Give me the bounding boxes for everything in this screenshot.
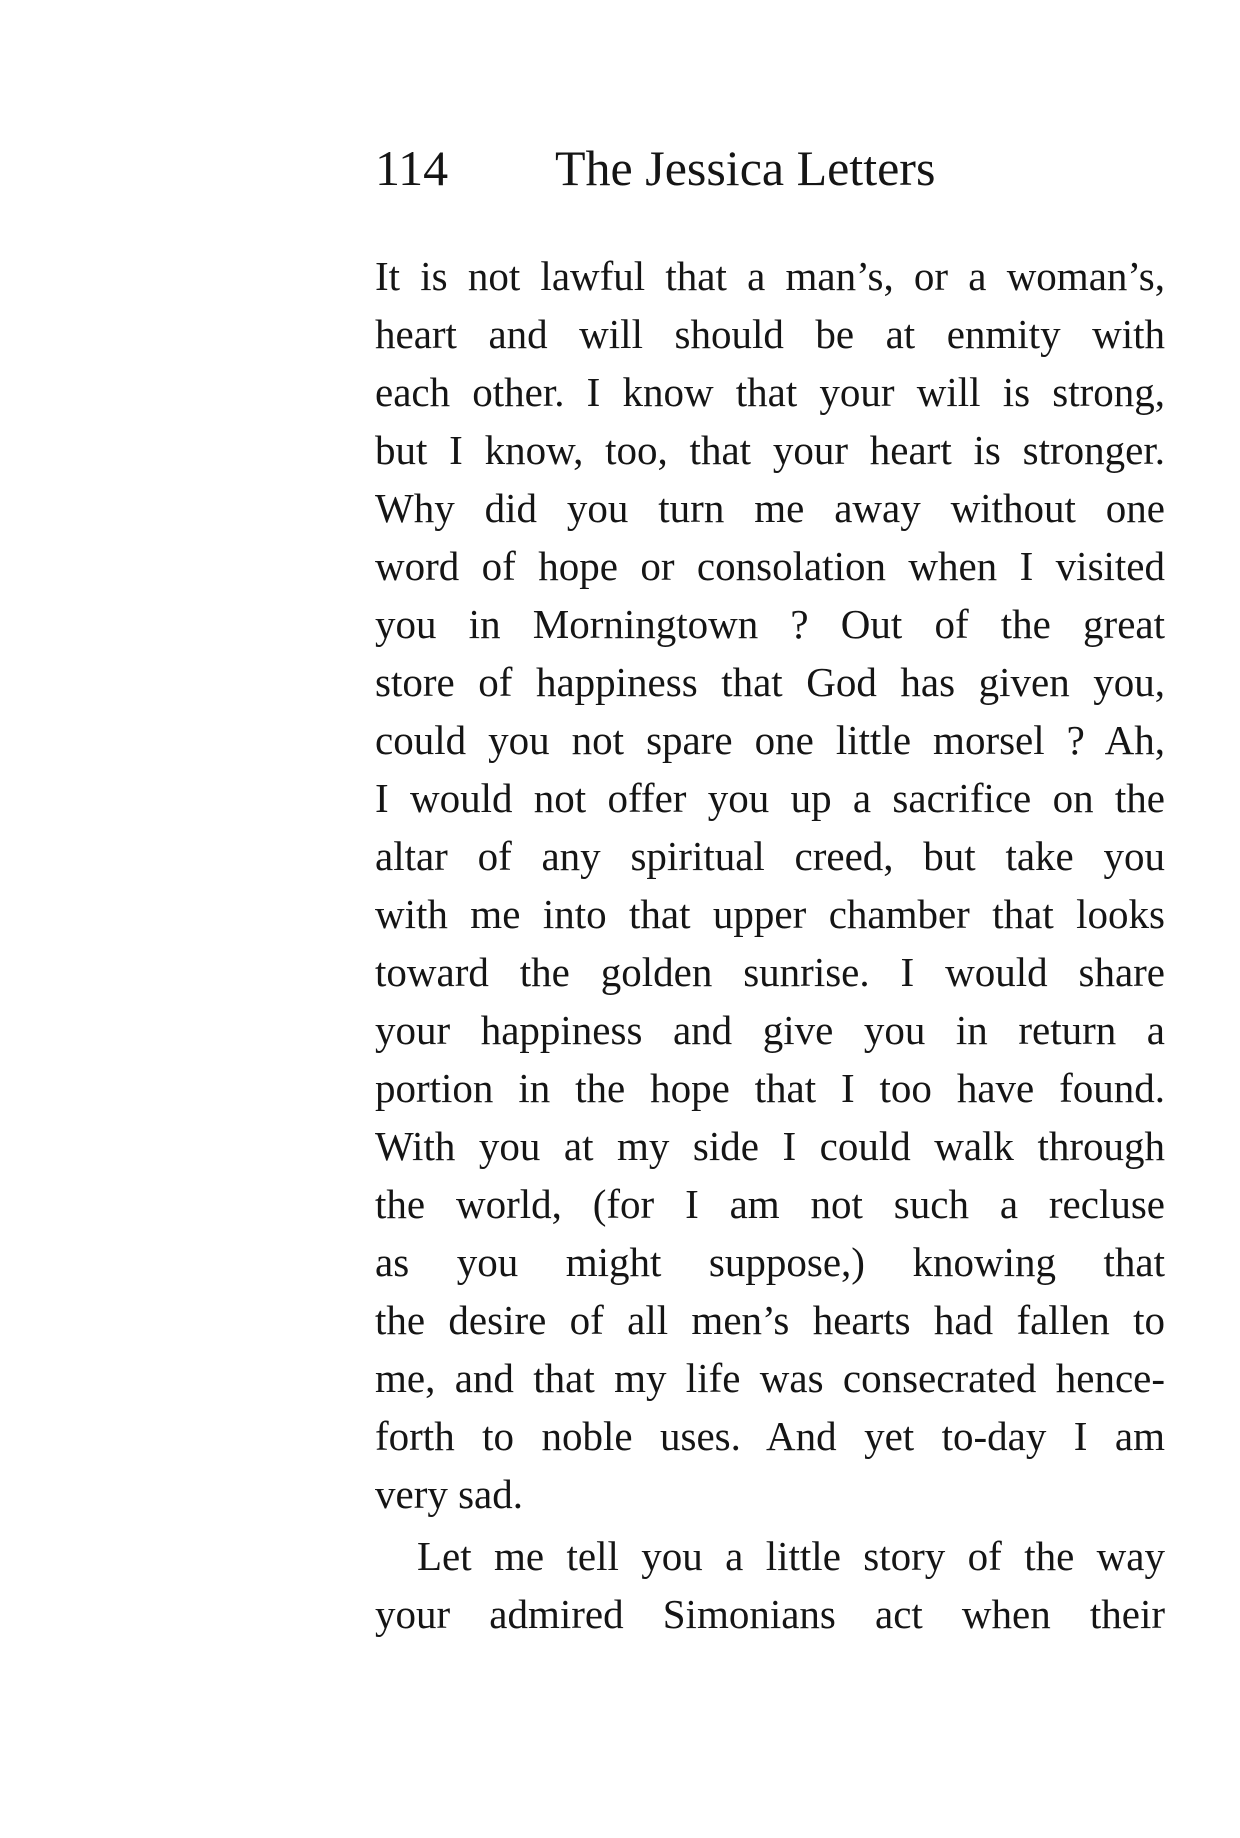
running-title: The Jessica Letters (555, 140, 936, 196)
text-line: could you not spare one little morsel ? Ah, (375, 717, 1165, 763)
body-text (375, 247, 1165, 1643)
text-line: Let me tell you a little story of the way (417, 1533, 1165, 1579)
text-line: forth to noble uses. And yet to-day I am (375, 1413, 1165, 1459)
text-line: word of hope or consolation when I visited (375, 543, 1165, 589)
text-line: the desire of all men’s hearts had fallen to (375, 1297, 1165, 1343)
text-line: I would not offer you up a sacrifice on the (375, 775, 1165, 821)
running-head (375, 138, 1015, 198)
text-line: toward the golden sunrise. I would share (375, 949, 1165, 995)
text-line: you in Morningtown ? Out of the great (375, 601, 1165, 647)
text-line: as you might suppose,) knowing that (375, 1239, 1165, 1285)
text-line: heart and will should be at enmity with (375, 311, 1165, 357)
text-line: but I know, too, that your heart is stronger. (375, 427, 1165, 473)
text-line: Why did you turn me away without one (375, 485, 1165, 531)
text-line: store of happiness that God has given you, (375, 659, 1165, 705)
paragraph-2 (375, 1527, 1165, 1643)
text-line: With you at my side I could walk through (375, 1123, 1165, 1169)
text-line: the world, (for I am not such a recluse (375, 1181, 1165, 1227)
text-line: your happiness and give you in return a (375, 1007, 1165, 1053)
text-line: altar of any spiritual creed, but take you (375, 833, 1165, 879)
text-line: me, and that my life was consecrated hence- (375, 1355, 1165, 1401)
page-number: 114 (375, 140, 449, 196)
text-line: It is not lawful that a man’s, or a woman’s, (375, 253, 1165, 299)
text-line: your admired Simonians act when their (375, 1591, 1165, 1637)
text-line: with me into that upper chamber that looks (375, 891, 1165, 937)
text-line: portion in the hope that I too have found. (375, 1065, 1165, 1111)
text-line: each other. I know that your will is strong, (375, 369, 1165, 415)
text-line: very sad. (375, 1471, 524, 1517)
paragraph-1 (375, 247, 1165, 1523)
